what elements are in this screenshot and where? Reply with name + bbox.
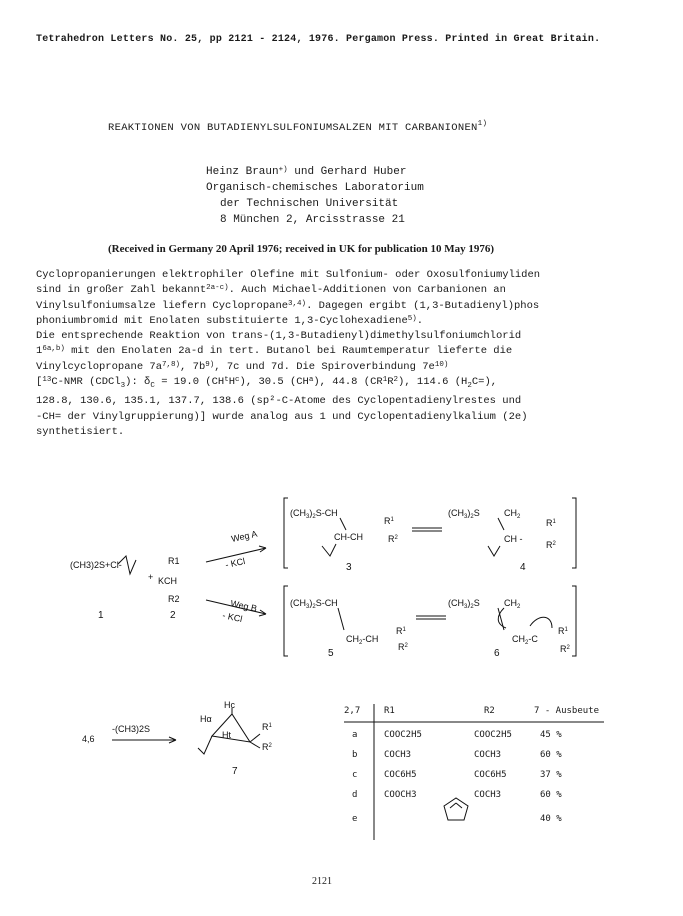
route-a-reagent: - KCl — [224, 556, 246, 570]
svg-text:CH2: $CH_2$ — [504, 508, 521, 520]
cyclopropane-scheme — [0, 690, 683, 890]
h-t-label: Ht — [222, 730, 231, 740]
body-line: synthetisiert. — [36, 426, 125, 439]
body-line: Vinylsulfoniumsalze liefern Cyclopropane$^{3,4)}$. Dagegen ergibt (1,3-Butadienyl)phos — [36, 299, 540, 312]
svg-text:R1: $R^1$ — [262, 722, 272, 732]
elimination-reagent: -(CH3)2S — [112, 724, 151, 734]
svg-text:R1: $R^1$ — [558, 626, 568, 636]
body-text — [36, 268, 656, 440]
svg-text:CH2-CH: $CH_2-CH$ — [346, 634, 379, 646]
table-row-id: d — [352, 790, 358, 800]
table-header-compound: 2,7 — [344, 706, 361, 716]
table-row-yield: 37 % — [540, 770, 562, 780]
route-a-label: Weg A — [230, 528, 259, 544]
author-university: der Technischen Universität — [220, 198, 399, 210]
svg-text:R1: $R^1$ — [396, 626, 406, 636]
table-row-yield: 45 % — [540, 730, 562, 740]
table-row-id: c — [352, 770, 358, 780]
svg-text:R2: $R^2$ — [388, 534, 398, 544]
journal-header: Tetrahedron Letters No. 25, pp 2121 - 2124, 1976. Pergamon Press. Printed in Great Britain. — [36, 34, 601, 45]
compound-number-1: 1 — [98, 610, 104, 621]
svg-text:R2: $R^2$ — [546, 540, 556, 550]
compound-number-6: 6 — [494, 648, 500, 659]
body-line: Cyclopropanierungen elektrophiler Olefine mit Sulfonium- oder Oxosulfoniumyliden — [36, 269, 541, 281]
svg-text:(CH3)2S: $(CH_3)_2S$ — [448, 508, 480, 520]
compound-number-2: 2 — [170, 610, 176, 621]
from-compounds: 4,6 — [82, 734, 95, 744]
title-text: REAKTIONEN VON BUTADIENYLSULFONIUMSALZEN MIT CARBANIONEN — [108, 122, 478, 134]
body-line: -CH= der Vinylgruppierung)] wurde analog aus 1 und Cyclopentadienylkalium (2e) — [36, 410, 528, 423]
body-line: Vinylcyclopropane $7a^{7,8)}$, $7b^{9)}$, 7c und 7d. Die Spiroverbindung $7e^{10)}$ — [36, 360, 449, 373]
table-row-r2: COCH3 — [474, 790, 502, 800]
table-row-yield: 60 % — [540, 750, 562, 760]
table-row-id: e — [352, 814, 358, 824]
table-header-r2: R2 — [484, 706, 495, 716]
compound-number-7: 7 — [232, 766, 238, 777]
svg-text:CH2-C: $CH_2-C$ — [512, 634, 538, 646]
table-row-r1: COOC2H5 — [384, 730, 422, 740]
cyclopropane-drawing — [0, 690, 683, 890]
author-lab: Organisch-chemisches Laboratorium — [206, 182, 424, 194]
svg-text:(CH3)2S-CH: $(CH_3)_2S-CH$ — [290, 508, 338, 520]
body-line: [$^{13}$C-NMR (CDCl$_3$): $\delta_C = 19.0$ $(CH^tH^c)$, 30.5 $(CH^a)$, 44.8 $(CR^1R^2)$, 114.6 $(H_2C=)$, — [36, 376, 498, 391]
table-row-yield: 40 % — [540, 814, 562, 824]
svg-text:R2: $R^2$ — [262, 742, 272, 752]
h-c-label: Hc — [224, 700, 235, 710]
received-line: (Received in Germany 20 April 1976; received in UK for publication 10 May 1976) — [108, 243, 495, 255]
svg-text:CH2: $CH_2$ — [504, 598, 521, 610]
table-row-r2: COC6H5 — [474, 770, 507, 780]
table-header-yield: 7 - Ausbeute — [534, 706, 600, 716]
body-line: Die entsprechende Reaktion von trans-(1,3-Butadienyl)dimethylsulfoniumchlorid — [36, 330, 522, 343]
body-line: phoniumbromid mit Enolaten substituierte 1,3-Cyclohexadiene$^{5)}$. — [36, 314, 424, 327]
reagent-1-formula: (CH3)2S+Cl- — [70, 560, 122, 570]
table-row-r2: COOC2H5 — [474, 730, 512, 740]
svg-text:(CH3)2S: $(CH_3)_2S$ — [448, 598, 480, 610]
h-alpha-label: Hα — [200, 714, 212, 724]
svg-text:R1: $R^1$ — [546, 518, 556, 528]
svg-text:R2: $R^2$ — [398, 642, 408, 652]
route-b-label: Weg B — [229, 598, 258, 614]
author-names: Heinz Braun+) und Gerhard Huber — [206, 166, 407, 178]
table-row-id: b — [352, 750, 358, 760]
compound-number-4: 4 — [520, 562, 526, 573]
r2-label: R2 — [168, 594, 180, 604]
kch-label: KCH — [158, 576, 178, 586]
table-header-r1: R1 — [384, 706, 395, 716]
body-line: $1^{6a,b)}$ mit den Enolaten 2a-d in tert. Butanol bei Raumtemperatur lieferte die — [36, 345, 513, 358]
body-line: 128.8, 130.6, 135.1, 137.7, 138.6 (sp²-C-Atome des Cyclopentadienylrestes und — [36, 395, 522, 408]
table-row-id: a — [352, 730, 358, 740]
route-b-reagent: - KCl — [221, 610, 244, 625]
reaction-scheme — [0, 490, 683, 720]
compound-number-3: 3 — [346, 562, 352, 573]
plus-sign: + — [148, 572, 154, 582]
r1-label: R1 — [168, 556, 180, 566]
author-block — [206, 164, 424, 228]
svg-text:R1: $R^1$ — [384, 516, 394, 526]
author-address: 8 München 2, Arcisstrasse 21 — [220, 214, 405, 226]
scheme-drawing — [0, 490, 683, 720]
compound-number-5: 5 — [328, 648, 334, 659]
svg-text:(CH3)2S-CH: $(CH_3)_2S-CH$ — [290, 598, 338, 610]
svg-text:CH-CH: CH-CH — [334, 532, 363, 542]
body-line: sind in großer Zahl bekannt$^{2a-c)}$. Auch Michael-Additionen von Carbanionen an — [36, 284, 506, 297]
table-row-yield: 60 % — [540, 790, 562, 800]
svg-text:CH -: CH - — [504, 534, 523, 544]
table-row-r1: COC6H5 — [384, 770, 417, 780]
table-row-r2: COCH3 — [474, 750, 502, 760]
page-number: 2121 — [312, 876, 332, 887]
table-row-r1: COCH3 — [384, 750, 412, 760]
svg-text:R2: $R^2$ — [560, 644, 570, 654]
title-footnote: 1) — [477, 120, 488, 128]
table-row-r1: COOCH3 — [384, 790, 417, 800]
paper-title — [108, 122, 487, 134]
